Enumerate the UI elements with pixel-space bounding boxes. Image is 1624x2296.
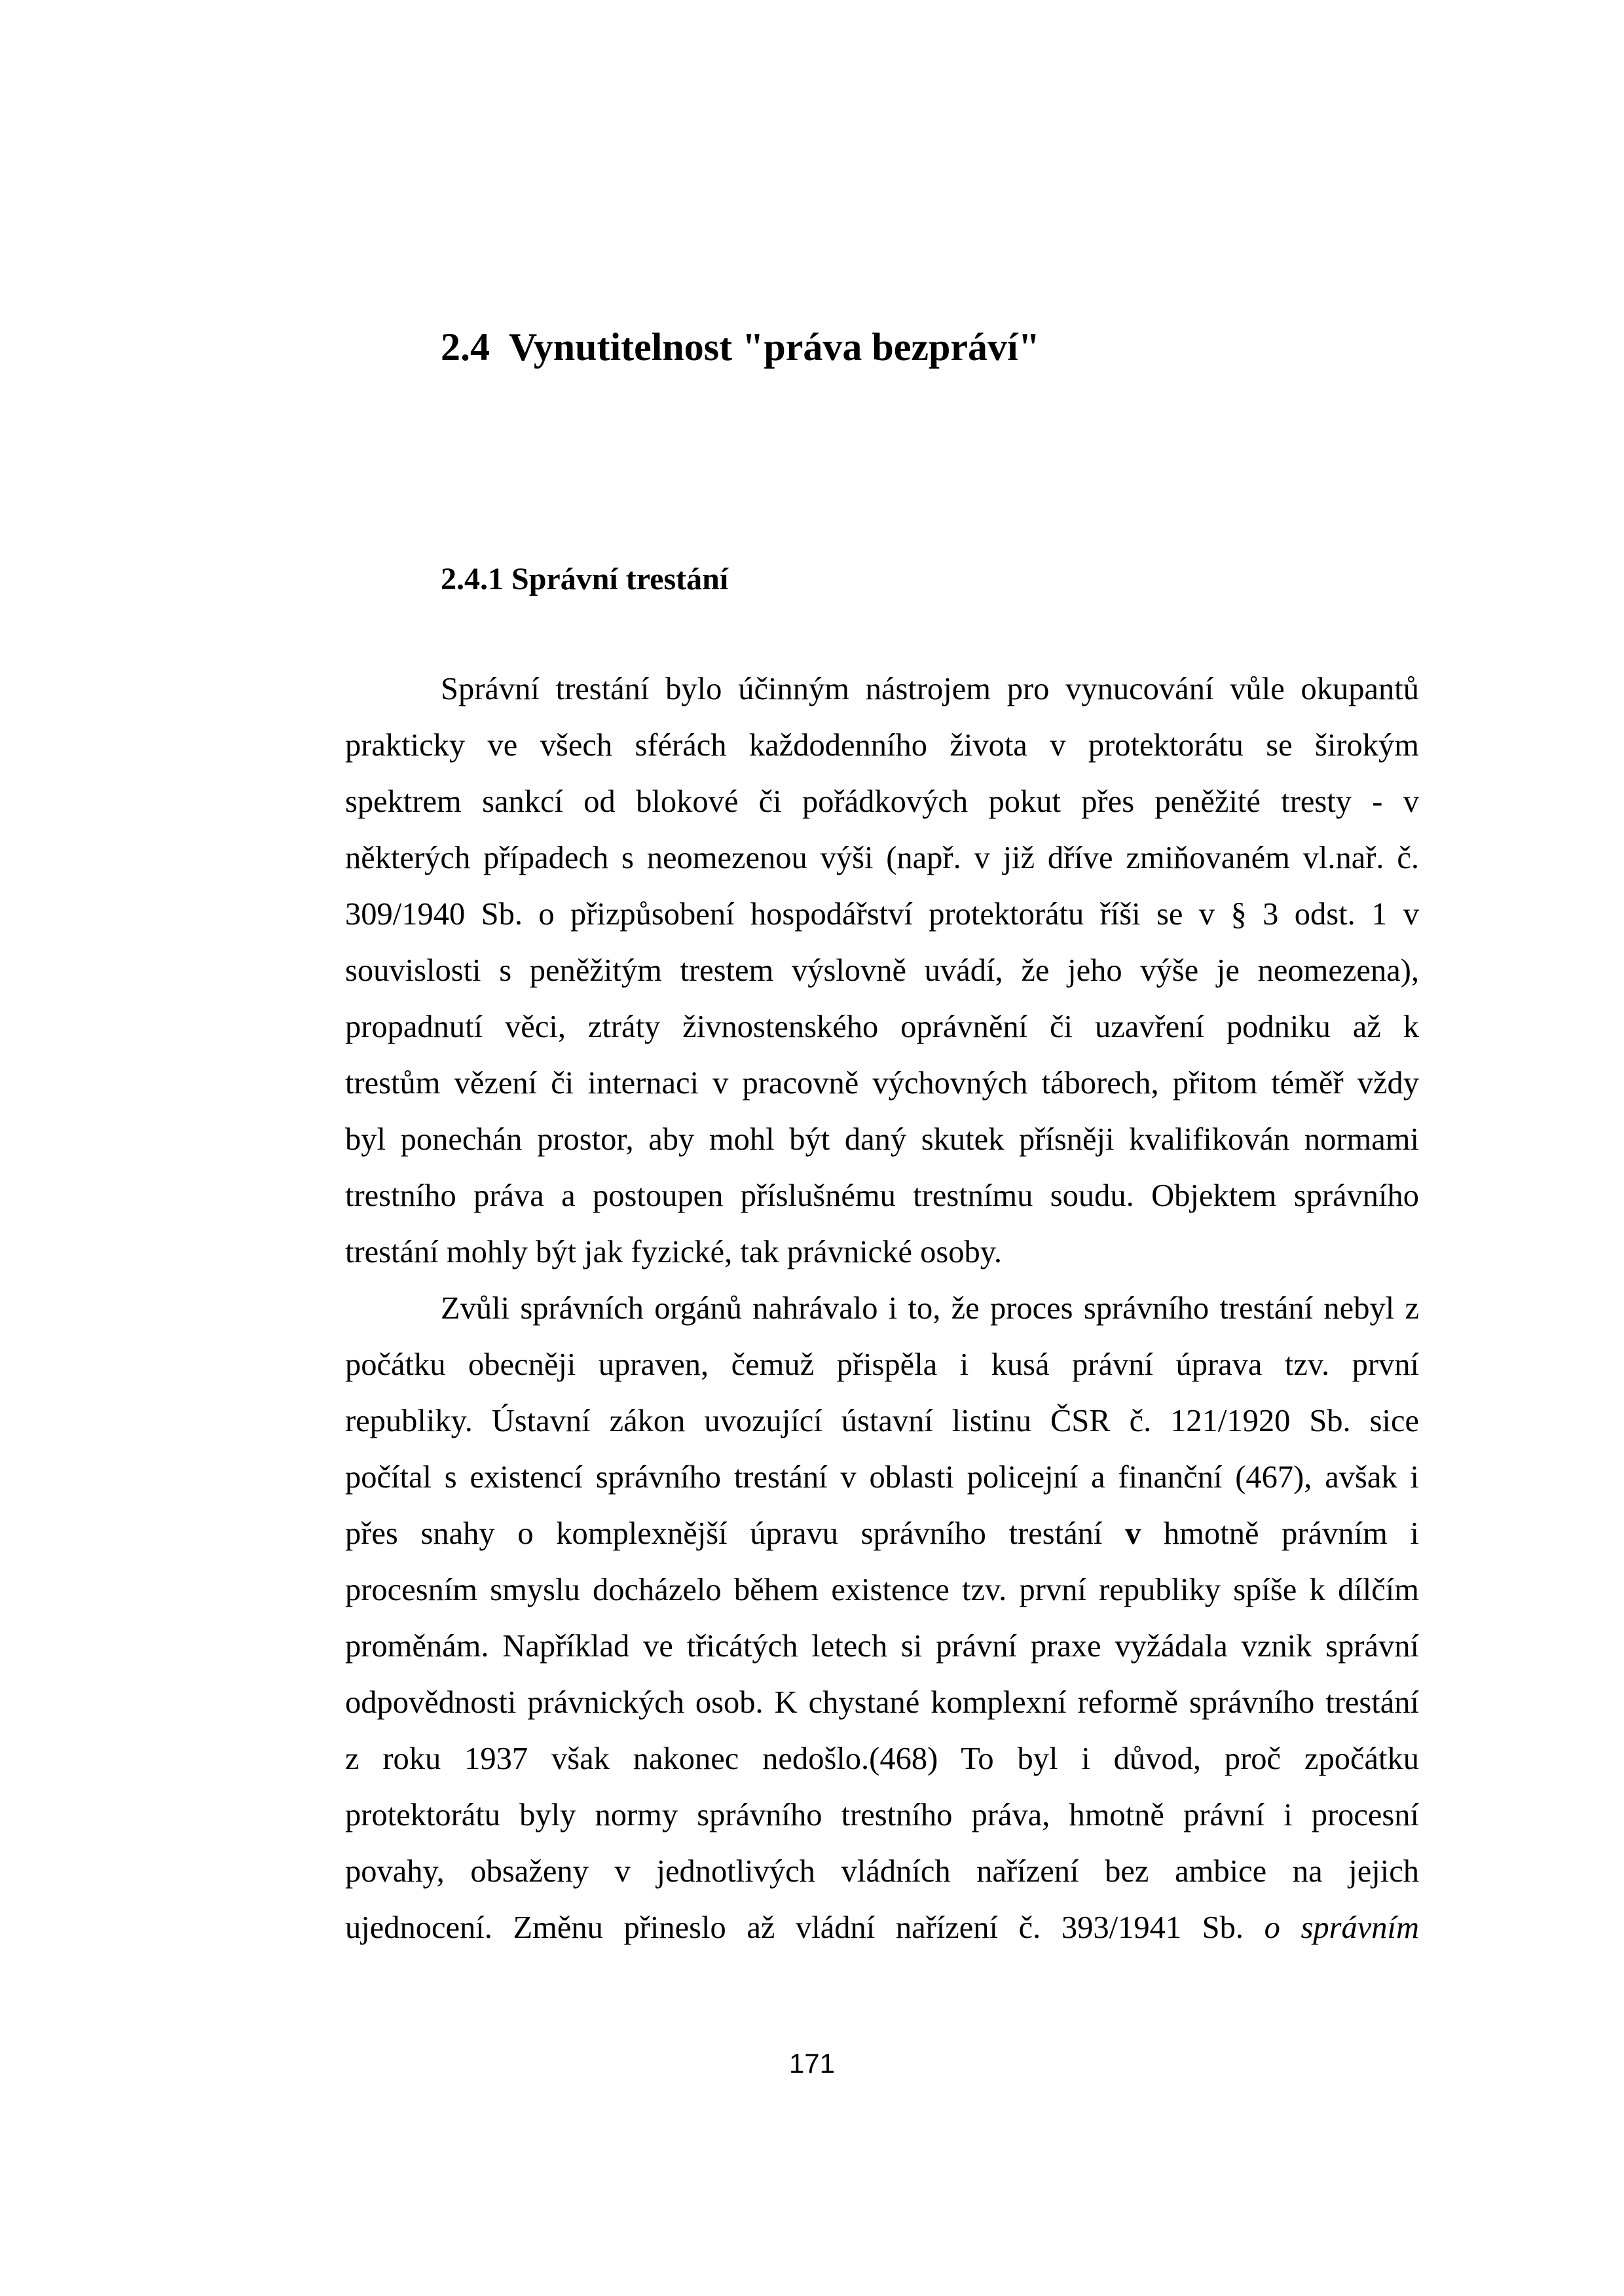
paragraph-line: Zvůli správních orgánů nahrávalo i to, že proces správního trestání nebyl z [441,1291,1419,1326]
paragraph-line: počátku obecněji upraven, čemuž přispěla i kusá právní úprava tzv. první [345,1347,1419,1382]
paragraph-line [345,1506,1419,1562]
paragraph-line: spektrem sankcí od blokové či pořádkových pokut přes peněžité tresty - v [345,784,1419,819]
paragraph-line: počítal s existencí správního trestání v oblasti policejní a finanční (467), avšak i [345,1460,1419,1495]
paragraph-line: protektorátu byly normy správního trestního práva, hmotně právní i procesní [345,1798,1419,1832]
paragraph-line: procesním smyslu docházelo během existence tzv. první republiky spíše k dílčím [345,1573,1419,1607]
paragraph-line: propadnutí věci, ztráty živnostenského oprávnění či uzavření podniku až k [345,1010,1419,1044]
section-heading [441,321,1040,373]
paragraph-line: byl ponechán prostor, aby mohl být daný skutek přísněji kvalifikován normami [345,1122,1419,1157]
paragraph-line: souvislosti s peněžitým trestem výslovně uvádí, že jeho výše je neomezena), [345,953,1419,988]
paragraph-line: prakticky ve všech sférách každodenního života v protektorátu se širokým [345,728,1419,763]
body-text [345,661,1419,1956]
paragraph-line: povahy, obsaženy v jednotlivých vládních nařízení bez ambice na jejich [345,1854,1419,1889]
section-number: 2.4 [441,325,490,369]
page-number: 171 [788,2048,836,2079]
italic-segment: o správním [1264,1910,1420,1945]
paragraph-line: republiky. Ústavní zákon uvozující ústavní listinu ČSR č. 121/1920 Sb. sice [345,1404,1419,1438]
paragraph-line: Správní trestání bylo účinným nástrojem pro vynucování vůle okupantů [441,672,1419,706]
line-segment: přes snahy o komplexnější úpravu správního trestání [345,1516,1126,1551]
paragraph-line: proměnám. Například ve třicátých letech si právní praxe vyžádala vznik správní [345,1629,1419,1664]
paragraph-line: z roku 1937 však nakonec nedošlo.(468) To byl i důvod, proč zpočátku [345,1741,1419,1776]
section-title: Vynutitelnost "práva bezpráví" [508,325,1041,369]
subsection-heading: 2.4.1 Správní trestání [441,562,729,596]
paragraph-line: trestního práva a postoupen příslušnému trestnímu soudu. Objektem správního [345,1178,1419,1213]
line-segment: hmotně právním i [1141,1516,1419,1551]
line-segment: ujednocení. Změnu přineslo až vládní nařízení č. 393/1941 Sb. [345,1910,1264,1945]
paragraph-line: trestům vězení či internaci v pracovně výchovných táborech, přitom téměř vždy [345,1066,1419,1101]
paragraph-line: odpovědnosti právnických osob. K chystané komplexní reformě správního trestání [345,1685,1419,1720]
paragraph-line: 309/1940 Sb. o přizpůsobení hospodářství protektorátu říši se v § 3 odst. 1 v [345,897,1419,932]
paragraph-line: některých případech s neomezenou výši (např. v již dříve zmiňovaném vl.nař. č. [345,841,1419,875]
paragraph-line [345,1900,1419,1956]
paragraph-line: trestání mohly být jak fyzické, tak právnické osoby. [345,1235,1002,1269]
bold-letter: v [1125,1516,1141,1551]
